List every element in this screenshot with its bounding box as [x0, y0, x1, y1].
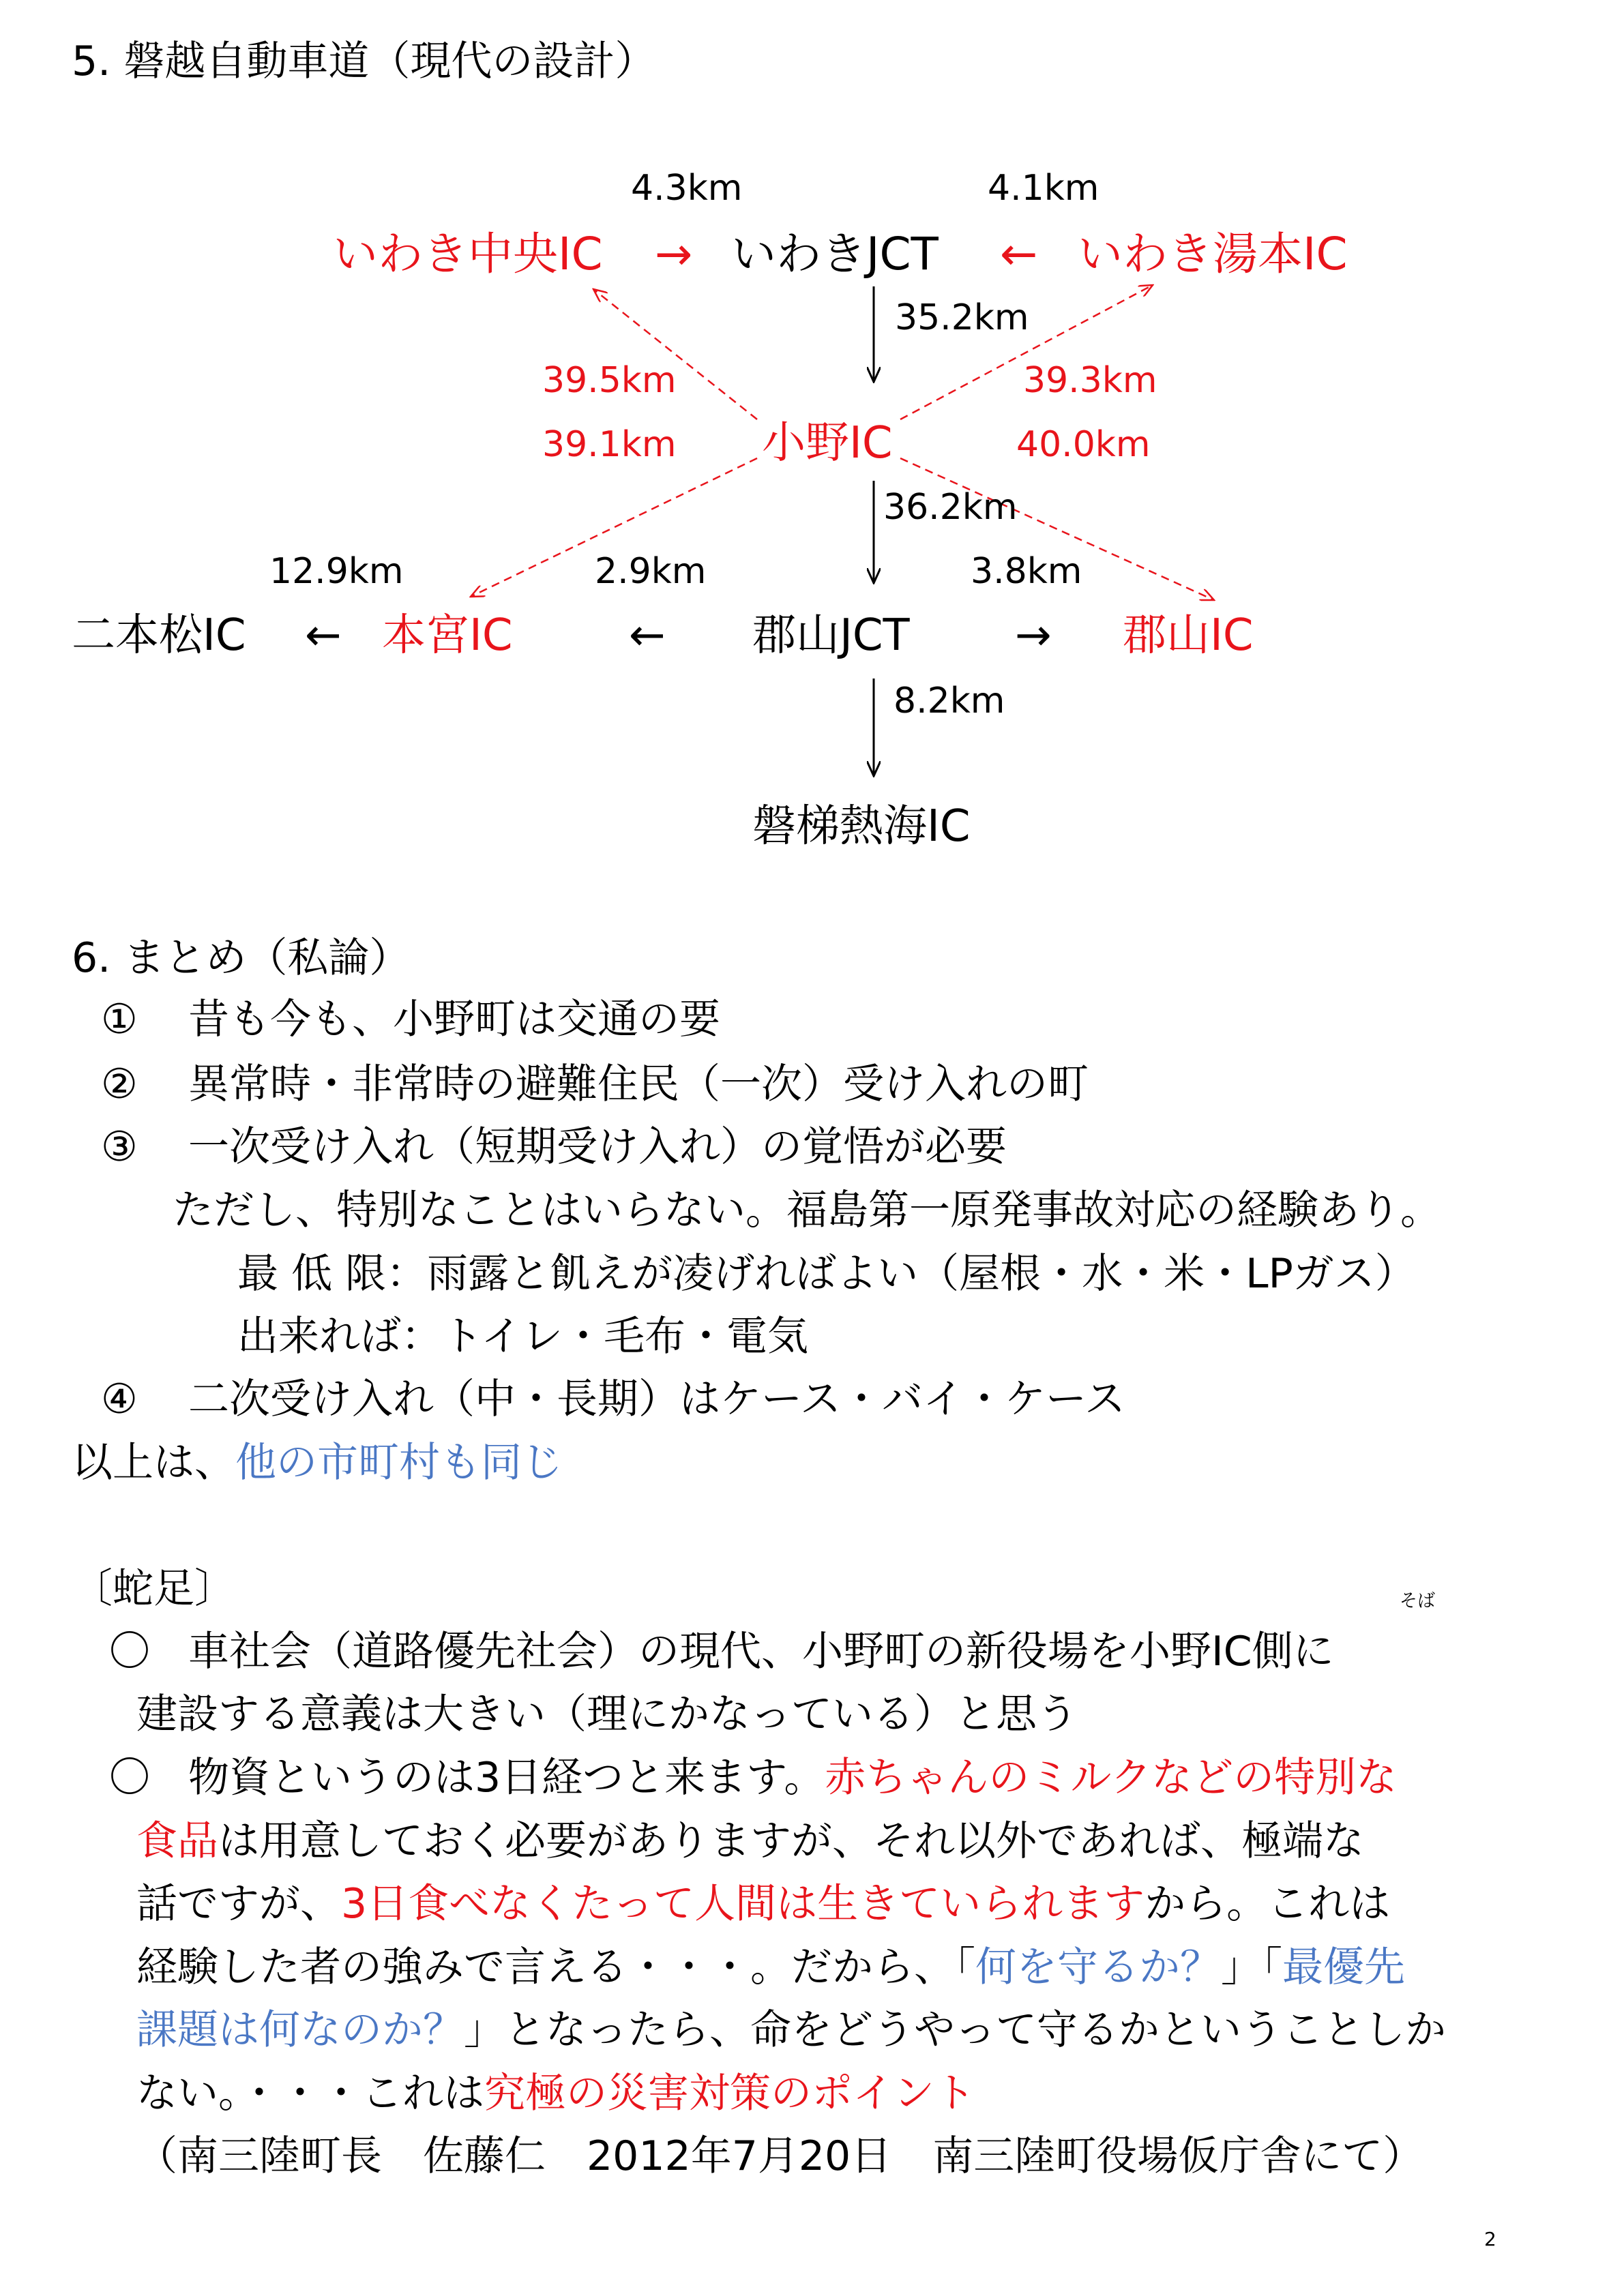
conclusion-line [72, 1439, 563, 1487]
arrow-right-icon: → [655, 228, 693, 280]
section5-heading: 5. 磐越自動車道（現代の設計） [72, 38, 656, 85]
list-item: 二次受け入れ（中・長期）はケース・バイ・ケース [188, 1375, 1125, 1423]
conclusion-text: 以上は、 [72, 1439, 235, 1487]
ono-ic: 小野IC [762, 418, 893, 468]
list-item-number: ④ [101, 1375, 138, 1423]
text-run-blue: 課題は何なのか？ [136, 2006, 464, 2054]
quote-source: （南三陸町長 佐藤仁 2012年7月20日 南三陸町役場仮庁舎にて） [136, 2132, 1424, 2180]
section6-heading: 6. まとめ（私論） [72, 934, 411, 982]
text-run-red: 赤ちゃんのミルクなどの特別な [825, 1754, 1398, 1802]
arrow-left-icon: ← [1000, 228, 1038, 280]
paragraph-line [136, 1943, 1405, 1991]
motomiya-ic: 本宮IC [382, 610, 513, 661]
list-item-detail: 出来れば：トイレ・毛布・電気 [237, 1313, 808, 1360]
paragraph-line: 車社会（道路優先社会）の現代、小野町の新役場を小野IC側に [188, 1628, 1334, 1675]
distance-label: 39.5km [542, 360, 677, 401]
conclusion-highlight: 他の市町村も同じ [235, 1439, 563, 1487]
list-item: 一次受け入れ（短期受け入れ）の覚悟が必要 [188, 1123, 1007, 1171]
paragraph-line [136, 2070, 975, 2117]
paragraph-line [188, 1754, 1398, 1802]
nihonmatsu-ic: 二本松IC [72, 610, 246, 661]
text-run-blue: 何を守るか？ [975, 1943, 1221, 1991]
list-item-number: ② [101, 1060, 138, 1108]
text-run: 物資というのは3日経つと来ます。 [188, 1754, 825, 1802]
text-run-red: 3日食べなくたって人間は生きていられます [341, 1880, 1145, 1928]
list-item-number: ③ [101, 1123, 138, 1171]
distance-label: 8.2km [894, 681, 1005, 721]
text-run-red: 食品 [136, 1817, 218, 1865]
distance-label: 39.1km [542, 424, 677, 465]
koriyama-jct: 郡山JCT [752, 610, 910, 661]
list-item: 昔も今も、小野町は交通の要 [188, 996, 720, 1043]
dasoku-heading: 〔蛇足〕 [72, 1565, 235, 1613]
ruby-annotation: そば [1400, 1591, 1436, 1611]
page-number: 2 [1484, 2228, 1496, 2250]
bullet-mark: 〇 [109, 1628, 150, 1675]
text-run: 」となったら、命をどうやって守るかということしか [464, 2006, 1446, 2054]
distance-label: 4.1km [988, 168, 1099, 209]
iwaki-yumoto-ic: いわき湯本IC [1078, 228, 1348, 280]
list-item: 異常時・非常時の避難住民（一次）受け入れの町 [188, 1060, 1089, 1108]
bandai-atami-ic: 磐梯熱海IC [752, 801, 971, 852]
text-run: は用意しておく必要がありますが、それ以外であれば、極端な [218, 1817, 1364, 1865]
text-run-blue: 最優先 [1282, 1943, 1405, 1991]
paragraph-line [136, 1817, 1364, 1865]
paragraph-line [136, 2006, 1446, 2054]
iwaki-chuo-ic: いわき中央IC [333, 228, 603, 280]
distance-label: 3.8km [971, 551, 1082, 592]
distance-label: 12.9km [269, 551, 404, 592]
distance-label: 36.2km [883, 487, 1018, 528]
text-run-red: 究極の災害対策のポイント [484, 2070, 975, 2117]
distance-label: 35.2km [895, 297, 1029, 338]
paragraph-line [136, 1880, 1391, 1928]
arrow-right-icon: → [1015, 610, 1052, 661]
distance-label: 39.3km [1023, 360, 1157, 401]
text-run: ない。・・・これは [136, 2070, 484, 2117]
distance-label: 2.9km [595, 551, 707, 592]
distance-label: 40.0km [1016, 424, 1151, 465]
list-item-note: ただし、特別なことはいらない。福島第一原発事故対応の経験あり。 [173, 1187, 1441, 1234]
iwaki-jct: いわきJCT [731, 228, 939, 280]
bullet-mark: 〇 [109, 1754, 150, 1802]
text-run: から。これは [1145, 1880, 1391, 1928]
paragraph-line: 建設する意義は大きい（理にかなっている）と思う [136, 1690, 1078, 1738]
list-item-number: ① [101, 996, 138, 1043]
koriyama-ic: 郡山IC [1123, 610, 1254, 661]
arrow-left-icon: ← [305, 610, 342, 661]
list-item-detail: 最 低 限：雨露と飢えが凌げればよい（屋根・水・米・LPガス） [237, 1250, 1416, 1298]
text-run: 経験した者の強みで言える・・・。だから、「 [136, 1943, 975, 1991]
arrow-left-icon: ← [629, 610, 666, 661]
distance-label: 4.3km [631, 168, 743, 209]
text-run: 話ですが、 [136, 1880, 341, 1928]
text-run: 」「 [1221, 1943, 1282, 1991]
